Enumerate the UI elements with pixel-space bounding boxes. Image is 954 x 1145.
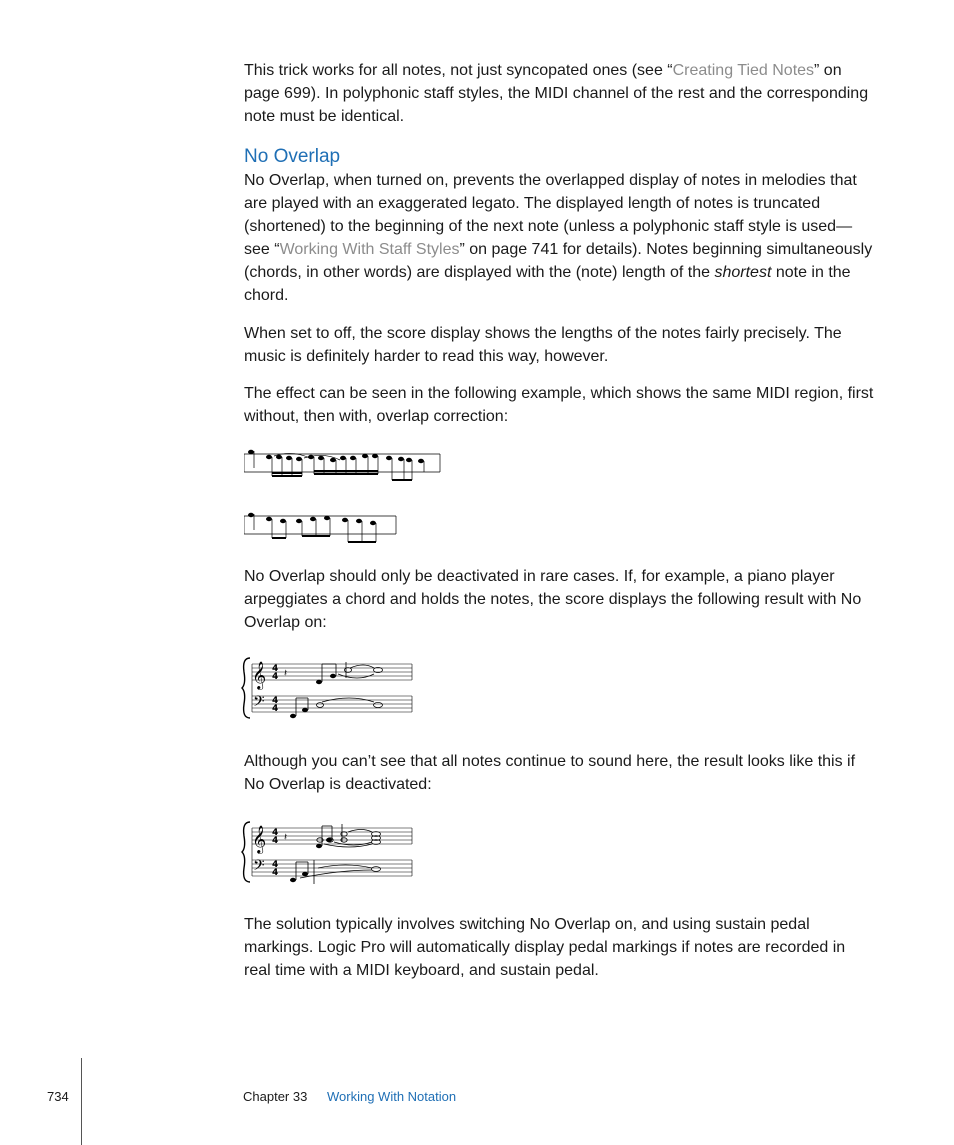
score-figure-with-correction — [244, 508, 404, 548]
page-number: 734 — [47, 1089, 69, 1104]
section-no-overlap — [244, 145, 874, 307]
svg-text:𝄽: 𝄽 — [284, 832, 288, 843]
body-text: The solution typically involves switching No Overlap on, and using sustain pedal markings. Logic Pro will automatically display pedal markings if notes are recorded in real time with a MIDI keyboard, and sustain pedal. — [244, 916, 846, 979]
svg-text:4: 4 — [272, 664, 279, 674]
body-text: The effect can be seen in the following example, which shows the same MIDI region, first without, then with, overlap correction: — [244, 385, 874, 425]
bass-clef-icon: 𝄢 — [253, 693, 265, 714]
paragraph-although — [244, 750, 874, 796]
body-text: No Overlap should only be deactivated in rare cases. If, for example, a piano player arpeggiates a chord and holds the notes, the score displays the following result with No Overlap on: — [244, 568, 862, 631]
body-text: Although you can’t see that all notes continue to sound here, the result looks like this if No Overlap is deactivated: — [244, 753, 856, 793]
svg-text:4: 4 — [272, 672, 279, 682]
svg-text:4: 4 — [272, 696, 279, 706]
piano-score-overlap-on — [240, 654, 416, 722]
text-run: ” on page 741 for details). Notes beginning simultaneously (chords, in other words) are displayed with the (note) length of the — [244, 241, 873, 281]
paragraph-rare-cases — [244, 565, 874, 634]
link-creating-tied-notes[interactable]: Creating Tied Notes — [672, 62, 815, 79]
paragraph-intro — [244, 59, 874, 128]
text-run: ” on page 699). In polyphonic staff styles, the MIDI channel of the rest and the corresponding note must be identical. — [244, 62, 869, 125]
paragraph-off — [244, 322, 874, 368]
footer-chapter: Chapter 33 — [243, 1089, 308, 1104]
link-working-with-staff-styles[interactable]: Working With Staff Styles — [279, 241, 460, 258]
text-run: No Overlap, when turned on, prevents the overlapped display of notes in melodies that are played with an exaggerated legato. The displayed length of notes is truncated (shortened) to the beginning of the next note (unless a polyphonic staff style is used—see “ — [244, 172, 857, 258]
treble-clef-icon: 𝄞 — [252, 661, 267, 689]
text-run: This trick works for all notes, not just syncopated ones (see “ — [244, 62, 673, 79]
svg-text:4: 4 — [272, 836, 279, 846]
body-text — [244, 169, 874, 307]
score-figure-without-correction — [244, 446, 444, 486]
body-text — [244, 59, 874, 128]
svg-text:4: 4 — [272, 828, 279, 838]
svg-text:4: 4 — [272, 860, 279, 870]
body-text: When set to off, the score display shows the lengths of the notes fairly precisely. The music is definitely harder to read this way, however. — [244, 325, 842, 365]
text-run: note in the chord. — [244, 264, 851, 304]
svg-text:4: 4 — [272, 704, 279, 714]
footer-chapter-title[interactable]: Working With Notation — [327, 1089, 457, 1104]
paragraph-solution — [244, 913, 874, 982]
treble-clef-icon: 𝄞 — [252, 825, 267, 853]
bass-clef-icon: 𝄢 — [253, 857, 265, 878]
svg-text:4: 4 — [272, 868, 279, 878]
piano-score-overlap-off — [240, 818, 416, 886]
paragraph-example — [244, 382, 874, 428]
svg-text:𝄽: 𝄽 — [284, 668, 288, 679]
emphasis-text: shortest — [714, 264, 772, 281]
footer-divider — [81, 1058, 82, 1145]
section-heading: No Overlap — [244, 146, 341, 167]
